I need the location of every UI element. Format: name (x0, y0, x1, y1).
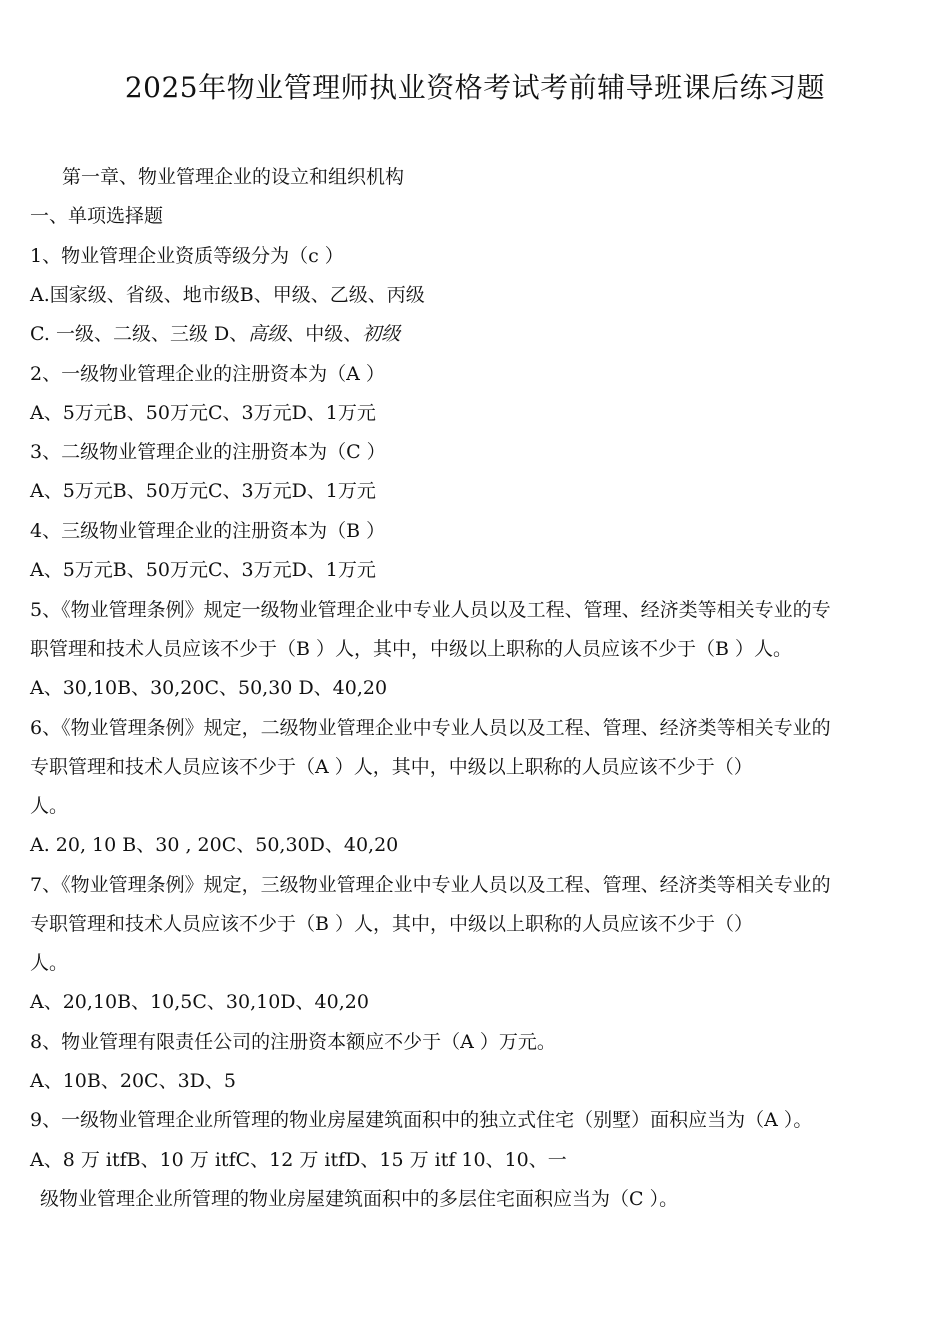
options-6: A. 20, 10 B、30 , 20C、50,30D、40,20 (30, 834, 399, 856)
options-7: A、20,10B、10,5C、30,10D、40,20 (30, 991, 369, 1013)
question-10: 级物业管理企业所管理的物业房屋建筑面积中的多层住宅面积应当为（C ）。 (40, 1188, 679, 1210)
question-2: 2、一级物业管理企业的注册资本为（A ） (30, 363, 385, 385)
section-heading: 一、单项选择题 (30, 205, 164, 227)
question-6-line1: 6、《物业管理条例》规定，二级物业管理企业中专业人员以及工程、管理、经济类等相关专业的 (30, 717, 831, 739)
options-5: A、30,10B、30,20C、50,30 D、40,20 (30, 677, 388, 699)
options-1b-part1: C. 一级、二级、三级 D、 (30, 323, 249, 345)
question-6-line2: 专职管理和技术人员应该不少于（A ）人，其中，中级以上职称的人员应该不少于（） (30, 756, 753, 778)
options-1a: A.国家级、省级、地市级B、甲级、乙级、丙级 (30, 284, 425, 306)
question-7-line3: 人。 (30, 952, 69, 974)
options-1b-part2: 高级 (248, 323, 287, 345)
question-5-line2: 职管理和技术人员应该不少于（B ）人，其中，中级以上职称的人员应该不少于（B ）人。 (30, 638, 793, 660)
question-7-line2: 专职管理和技术人员应该不少于（B ）人，其中，中级以上职称的人员应该不少于（） (30, 913, 754, 935)
options-8: A、10B、20C、3D、5 (30, 1070, 236, 1092)
options-2: A、5万元B、50万元C、3万元D、1万元 (30, 402, 376, 424)
options-9: A、8 万 itfB、10 万 itfC、12 万 itfD、15 万 itf 10、10、一 (30, 1149, 567, 1171)
options-1b-part4: 初级 (362, 323, 401, 345)
question-4: 4、三级物业管理企业的注册资本为（B ） (30, 520, 386, 542)
question-1: 1、物业管理企业资质等级分为（c ） (30, 245, 344, 267)
options-1b-part3: 、中级、 (286, 323, 363, 345)
question-8: 8、物业管理有限责任公司的注册资本额应不少于（A ）万元。 (30, 1031, 556, 1053)
question-7-line1: 7、《物业管理条例》规定，三级物业管理企业中专业人员以及工程、管理、经济类等相关专业的 (30, 874, 831, 896)
question-5-line1: 5、《物业管理条例》规定一级物业管理企业中专业人员以及工程、管理、经济类等相关专业的专 (30, 599, 831, 621)
question-9: 9、一级物业管理企业所管理的物业房屋建筑面积中的独立式住宅（别墅）面积应当为（A ）。 (30, 1109, 813, 1131)
question-6-line3: 人。 (30, 795, 69, 817)
document-title: 2025年物业管理师执业资格考试考前辅导班课后练习题 (124, 71, 826, 104)
options-3: A、5万元B、50万元C、3万元D、1万元 (30, 480, 376, 502)
options-1b (30, 321, 400, 347)
options-4: A、5万元B、50万元C、3万元D、1万元 (30, 559, 376, 581)
question-3: 3、二级物业管理企业的注册资本为（C ） (30, 441, 386, 463)
chapter-heading: 第一章、物业管理企业的设立和组织机构 (62, 166, 405, 188)
